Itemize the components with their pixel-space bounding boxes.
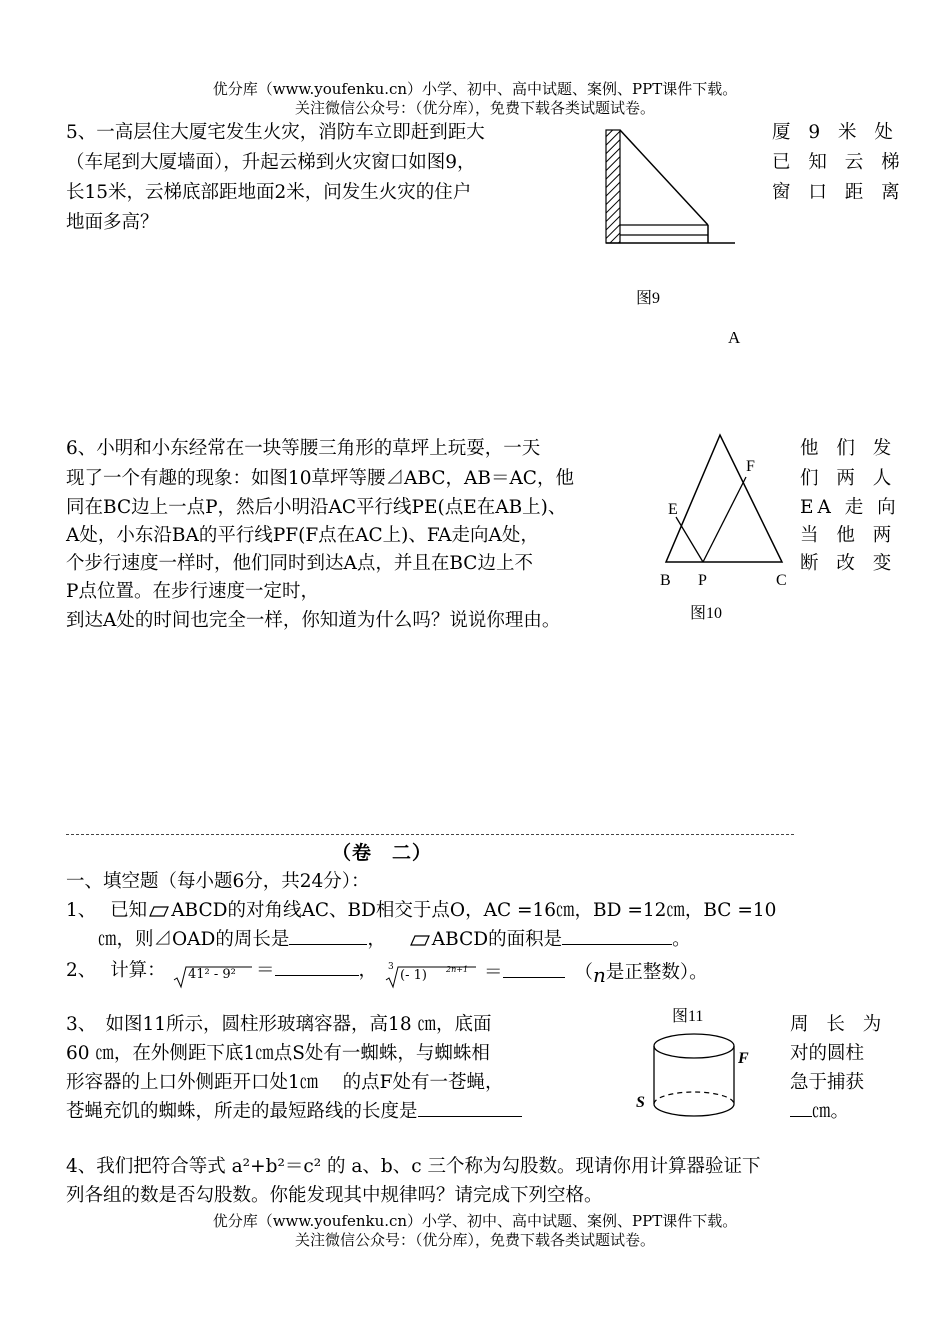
f2-comma: ， xyxy=(358,960,378,981)
f3-line-1: 3、 如图11所示，圆柱形玻璃容器，高18 ㎝，底面 xyxy=(66,1014,492,1035)
part-2-title: （卷 二） xyxy=(332,842,433,864)
fig10-label-e: E xyxy=(668,501,678,518)
f3-line-3: 形容器的上口外侧距开口处1㎝ 的点F处有一苍蝇， xyxy=(66,1072,504,1093)
fig10-label-b: B xyxy=(660,572,671,589)
header-line-1: 优分库（www.youfenku.cn）小学、初中、高中试题、案例、PPT课件下载。 xyxy=(212,80,738,98)
f1-text-c: ㎝，则⊿OAD的周长是 xyxy=(98,929,290,950)
f2-cube-inner: (- 1) xyxy=(400,968,427,983)
footer-line-2: 关注微信公众号：（优分库），免费下载各类试题试卷。 xyxy=(294,1231,655,1249)
f3-blank-side[interactable] xyxy=(790,1098,812,1117)
f3-line-2: 60 ㎝，在外侧距下底1㎝点S处有一蜘蛛，与蜘蛛相 xyxy=(66,1043,490,1064)
q6-line-6: P点位置。在步行速度一定时， xyxy=(66,581,319,602)
fig10-label-a: A xyxy=(728,328,741,347)
f1-text-f: 。 xyxy=(672,929,691,950)
f2-cube-exponent: 2n+1 xyxy=(446,965,469,974)
f2-variable-n: n xyxy=(593,963,606,987)
figure-11-cylinder-diagram xyxy=(650,1030,750,1130)
q6-side-2: 们 两 人 xyxy=(800,468,898,489)
parallelogram-icon xyxy=(149,906,169,917)
q5-side-2: 已 知 云 梯 xyxy=(772,152,906,173)
f2-blank-1[interactable] xyxy=(275,957,359,976)
f1-number: 1、 xyxy=(66,900,97,921)
q6-line-5: 个步行速度一样时，他们同时到达A点，并且在BC边上不 xyxy=(66,553,533,574)
footer-line-1: 优分库（www.youfenku.cn）小学、初中、高中试题、案例、PPT课件下载。 xyxy=(212,1212,738,1230)
f2-note: 是正整数）。 xyxy=(605,962,708,983)
f3-blank-path[interactable] xyxy=(418,1098,522,1117)
q6-side-4: 当 他 两 xyxy=(800,525,898,546)
q6-side-3: EA 走 向 xyxy=(800,497,900,518)
f4-line-1: 4、我们把符合等式 a²+b²＝c² 的 a、b、c 三个称为勾股数。现请你用计算器验证下 xyxy=(66,1156,761,1177)
f4-line-2: 列各组的数是否勾股数。你能发现其中规律吗？请完成下列空格。 xyxy=(66,1185,603,1206)
f1-blank-perimeter[interactable] xyxy=(289,926,367,945)
f1-text-b: ABCD的对角线AC、BD相交于点O，AC =16㎝，BD =12㎝，BC =10 xyxy=(171,900,777,921)
q6-side-5: 断 改 变 xyxy=(800,553,898,574)
q6-line-1: 6、小明和小东经常在一块等腰三角形的草坪上玩耍，一天 xyxy=(66,438,541,459)
f3-side-unit: ㎝。 xyxy=(812,1101,850,1122)
q5-line-1: 5、一高层住大厦宅发生火灾，消防车立即赶到距大 xyxy=(66,122,485,143)
section-1-heading: 一、填空题（每小题6分，共24分）： xyxy=(66,871,370,892)
f1-text-a: 已知 xyxy=(110,900,148,921)
q6-line-3: 同在BC边上一点P，然后小明沿AC平行线PE(点E在AB上)、 xyxy=(66,497,567,518)
f3-line-4: 苍蝇充饥的蜘蛛，所走的最短路线的长度是 xyxy=(66,1101,418,1122)
f2-paren-open: （ xyxy=(574,962,594,983)
q6-line-2: 现了一个有趣的现象：如图10草坪等腰⊿ABC，AB＝AC，他 xyxy=(66,468,574,489)
figure-10-caption: 图10 xyxy=(690,605,723,622)
header-line-2: 关注微信公众号：（优分库），免费下载各类试题试卷。 xyxy=(294,99,655,117)
q6-side-1: 他 们 发 xyxy=(800,438,898,459)
f2-cube-index: 3 xyxy=(388,962,394,972)
figure-10-triangle-diagram xyxy=(660,430,790,570)
figure-9-ladder-diagram xyxy=(600,125,740,250)
f2-sqrt-expression: 41² - 9² xyxy=(188,967,236,982)
f1-text-d: ， xyxy=(367,929,386,950)
q5-line-4: 地面多高？ xyxy=(66,212,159,233)
section-divider xyxy=(66,834,794,835)
f2-blank-2[interactable] xyxy=(503,959,565,978)
q6-line-4: A处，小东沿BA的平行线PF(F点在AC上)、FA走向A处， xyxy=(66,525,539,546)
q5-side-1: 厦 9 米 处 xyxy=(772,122,899,143)
figure-9-caption: 图9 xyxy=(636,290,661,307)
f2-equals-1: ＝ xyxy=(256,960,275,981)
parallelogram-icon xyxy=(410,935,430,946)
f2-number: 2、 xyxy=(66,960,97,981)
fig10-label-p: P xyxy=(698,572,707,589)
figure-11-caption: 图11 xyxy=(672,1008,704,1025)
f1-text-e: ABCD的面积是 xyxy=(431,929,563,950)
f2-label: 计算： xyxy=(110,960,166,981)
q5-line-3: 长15米，云梯底部距地面2米，问发生火灾的住户 xyxy=(66,182,472,203)
f2-equals-2: ＝ xyxy=(484,962,503,983)
fig10-label-f: F xyxy=(746,458,755,475)
f3-side-2: 对的圆柱 xyxy=(790,1043,865,1064)
fig11-label-f: F xyxy=(738,1050,749,1067)
fig11-label-s: S xyxy=(636,1094,645,1111)
q5-line-2: （车尾到大厦墙面），升起云梯到火灾窗口如图9， xyxy=(66,152,476,173)
q5-side-3: 窗 口 距 离 xyxy=(772,182,906,203)
q6-line-7: 到达A处的时间也完全一样，你知道为什么吗？说说你理由。 xyxy=(66,610,561,631)
f3-side-3: 急于捕获 xyxy=(790,1072,865,1093)
f1-blank-area[interactable] xyxy=(562,926,672,945)
f3-side-1: 周 长 为 xyxy=(790,1014,888,1035)
fig10-label-c: C xyxy=(776,572,787,589)
